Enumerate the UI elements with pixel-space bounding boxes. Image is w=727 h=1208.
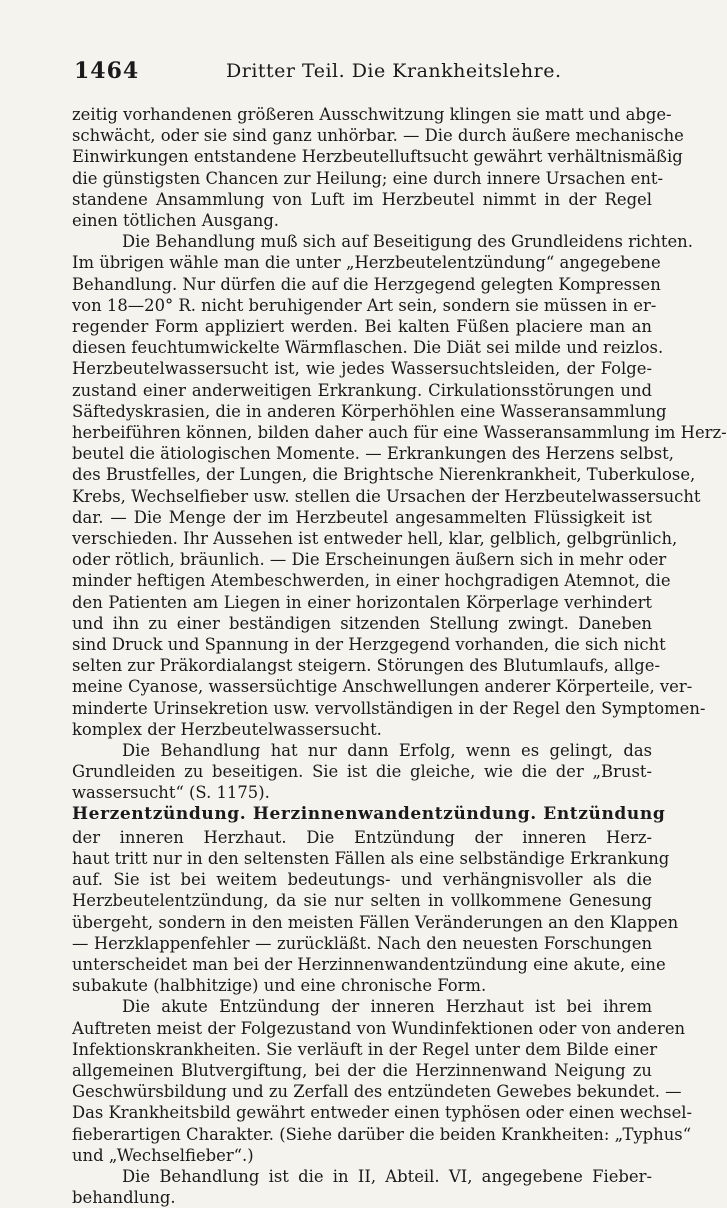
- body-line: Das Krankheitsbild gewährt entweder einen typhösen oder einen wechsel-: [72, 1103, 693, 1123]
- body-line: Herzbeutelwassersucht ist, wie jedes Wassersuchtsleiden, der Folge-: [72, 359, 652, 379]
- body-line: übergeht, sondern in den meisten Fällen Veränderungen an den Klappen: [72, 912, 679, 932]
- body-line: Die Behandlung muß sich auf Beseitigung des Grundleidens richten.: [122, 232, 693, 252]
- body-line: behandlung.: [72, 1188, 176, 1208]
- body-line: unterscheidet man bei der Herzinnenwandentzündung eine akute, eine: [72, 955, 666, 974]
- body-line: verschieden. Ihr Aussehen ist entweder hell, klar, gelblich, gelbgrünlich,: [72, 529, 678, 548]
- body-line: haut tritt nur in den seltensten Fällen als eine selbständige Erkrankung: [72, 849, 670, 868]
- page-header: [74, 58, 654, 88]
- body-line: subakute (halbhitzige) und eine chronische Form.: [72, 976, 487, 996]
- body-line: fieberartigen Charakter. (Siehe darüber die beiden Krankheiten: „Typhus“: [72, 1124, 692, 1144]
- body-line: standene Ansammlung von Luft im Herzbeutel nimmt in der Regel: [72, 189, 652, 209]
- body-line: einen tötlichen Ausgang.: [72, 211, 280, 230]
- body-line: Die akute Entzündung der inneren Herzhaut ist bei ihrem: [122, 997, 652, 1017]
- body-line: Krebs, Wechselfieber usw. stellen die Ursachen der Herzbeutelwassersucht: [72, 486, 701, 506]
- body-line: sind Druck und Spannung in der Herzgegend vorhanden, die sich nicht: [72, 635, 666, 654]
- body-line: die günstigsten Chancen zur Heilung; eine durch innere Ursachen ent-: [72, 168, 664, 188]
- body-line: der inneren Herzhaut. Die Entzündung der inneren Herz-: [72, 827, 652, 847]
- body-line: oder rötlich, bräunlich. — Die Erscheinungen äußern sich in mehr oder: [72, 550, 667, 570]
- body-line: zeitig vorhandenen größeren Ausschwitzung klingen sie matt und abge-: [72, 105, 672, 124]
- body-line: wassersucht“ (S. 1175).: [72, 783, 270, 803]
- body-line: dar. — Die Menge der im Herzbeutel angesammelten Flüssigkeit ist: [72, 507, 652, 527]
- body-line: selten zur Präkordialangst steigern. Störungen des Blutumlaufs, allge-: [72, 656, 661, 676]
- body-line: auf. Sie ist bei weitem bedeutungs- und verhängnisvoller als die: [72, 870, 652, 890]
- body-line: den Patienten am Liegen in einer horizontalen Körperlage verhindert: [72, 592, 652, 612]
- page-number: 1464: [74, 58, 140, 84]
- body-line: und ihn zu einer beständigen sitzenden Stellung zwingt. Daneben: [72, 613, 652, 633]
- body-line: Die Behandlung ist die in II, Abteil. VI, angegebene Fieber-: [122, 1167, 652, 1186]
- section-heading: Herzentzündung. Herzinnenwandentzündung. Entzündung: [72, 803, 666, 824]
- body-line: Die Behandlung hat nur dann Erfolg, wenn es gelingt, das: [122, 741, 652, 760]
- body-line: zustand einer anderweitigen Erkrankung. Cirkulationsstörungen und: [72, 380, 652, 400]
- body-line: Behandlung. Nur dürfen die auf die Herzgegend gelegten Kompressen: [72, 274, 661, 294]
- body-line: Im übrigen wähle man die unter „Herzbeutelentzündung“ angegebene: [72, 253, 661, 273]
- body-line: Grundleiden zu beseitigen. Sie ist die gleiche, wie die der „Brust-: [72, 762, 652, 782]
- body-line: minder heftigen Atembeschwerden, in einer hochgradigen Atemnot, die: [72, 571, 671, 591]
- body-line: minderte Urinsekretion usw. vervollständigen in der Regel den Symptomen-: [72, 698, 706, 718]
- running-head: Dritter Teil. Die Krankheitslehre.: [226, 60, 562, 82]
- body-line: komplex der Herzbeutelwassersucht.: [72, 719, 382, 739]
- body-line: diesen feuchtumwickelte Wärmflaschen. Die Diät sei milde und reizlos.: [72, 338, 664, 358]
- body-line: Infektionskrankheiten. Sie verläuft in der Regel unter dem Bilde einer: [72, 1039, 658, 1059]
- body-line: beutel die ätiologischen Momente. — Erkrankungen des Herzens selbst,: [72, 444, 674, 464]
- body-line: Einwirkungen entstandene Herzbeutelluftsucht gewährt verhältnismäßig: [72, 147, 683, 167]
- body-line: allgemeinen Blutvergiftung, bei der die Herzinnenwand Neigung zu: [72, 1061, 652, 1080]
- body-line: schwächt, oder sie sind ganz unhörbar. — Die durch äußere mechanische: [72, 126, 684, 146]
- body-line: herbeiführen können, bilden daher auch für eine Wasseransammlung im Herz-: [72, 423, 727, 442]
- body-line: regender Form appliziert werden. Bei kalten Füßen placiere man an: [72, 317, 652, 336]
- body-line: des Brustfelles, der Lungen, die Brightsche Nierenkrankheit, Tuberkulose,: [72, 465, 696, 485]
- body-line: Auftreten meist der Folgezustand von Wundinfektionen oder von anderen: [72, 1018, 686, 1038]
- body-line: und „Wechselfieber“.): [72, 1145, 254, 1165]
- body-line: Geschwürsbildung und zu Zerfall des entzündeten Gewebes bekundet. —: [72, 1082, 682, 1102]
- body-line: Säftedyskrasien, die in anderen Körperhöhlen eine Wasseransammlung: [72, 401, 667, 421]
- body-line: — Herzklappenfehler — zurückläßt. Nach den neuesten Forschungen: [72, 933, 652, 953]
- body-line: von 18—20° R. nicht beruhigender Art sein, sondern sie müssen in er-: [72, 295, 657, 315]
- body-line: meine Cyanose, wassersüchtige Anschwellungen anderer Körperteile, ver-: [72, 677, 693, 697]
- body-line: Herzbeutelentzündung, da sie nur selten in vollkommene Genesung: [72, 891, 652, 911]
